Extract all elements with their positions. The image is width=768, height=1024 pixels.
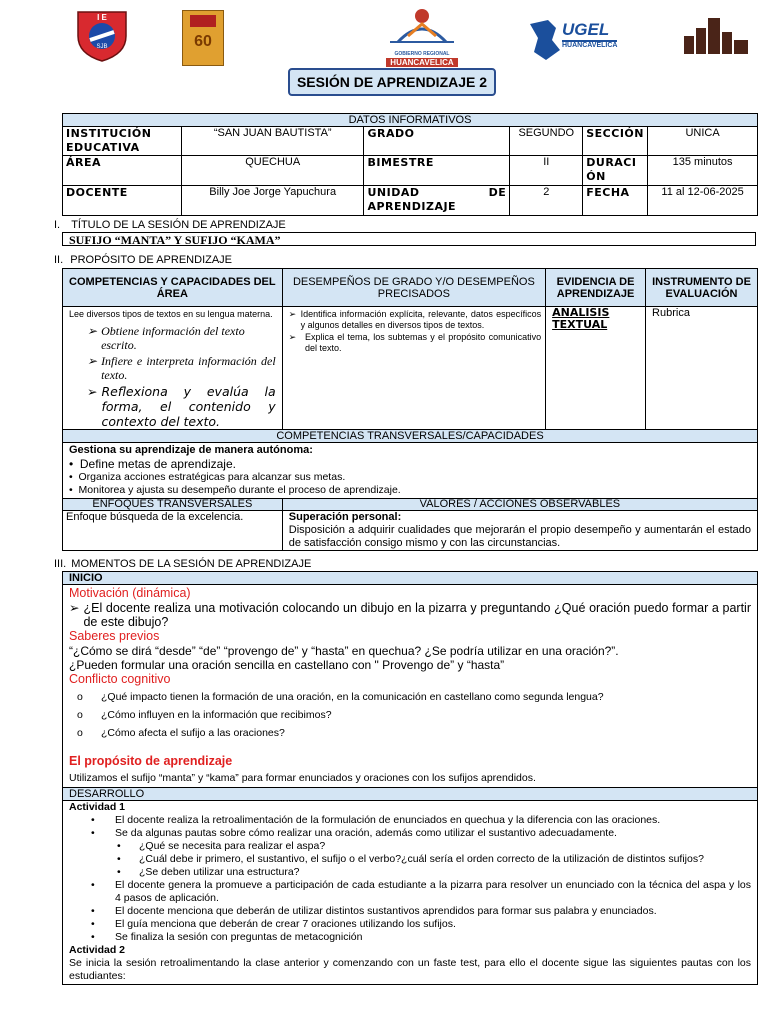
school-shield-logo	[76, 8, 128, 62]
capacidad-3-text: Reflexiona y evalúa la forma, el contenido y contexto del texto.	[101, 384, 276, 429]
desarrollo-item-5-text: El guía menciona que deberán de crear 7 oraciones utilizando los sufijos.	[115, 918, 456, 930]
capacidad-3	[87, 384, 276, 429]
section-2-title: PROPÓSITO DE APRENDIZAJE	[70, 254, 233, 266]
proposito-heading: El propósito de aprendizaje	[69, 754, 233, 768]
desarrollo-item-3-text: El docente genera la promueve a participación de cada estudiante a la pizarra para resolver un enunciado con la técnica del aspa y los 4 pasos de aplicación.	[115, 879, 751, 904]
fecha-label: FECHA	[583, 186, 648, 216]
saberes-heading: Saberes previos	[69, 629, 160, 643]
actividad-2-text: Se inicia la sesión retroalimentando la clase anterior y comenzando con un faste test, para ello el docente sigue las siguientes pautas con los estudiantes:	[69, 957, 751, 982]
proposito-text: Utilizamos el sufijo “manta” y “kama” para formar enunciados y oraciones con los sufijos aprendidos.	[69, 772, 536, 784]
desarrollo-item-1: • El docente realiza la retroalimentación de la formulación de enunciados en quechua y la diferencia con las oraciones.	[91, 814, 661, 826]
conflicto-item-3: o ¿Cómo afecta el sufijo a las oraciones?	[77, 727, 285, 739]
evidencia-value: ANALISIS TEXTUAL	[552, 306, 610, 331]
saberes-text-2: ¿Pueden formular una oración sencilla en castellano con " Provengo de” y “hasta”	[69, 658, 505, 672]
header-logos	[0, 0, 768, 66]
bars-logo-icon	[682, 16, 750, 56]
seccion-label: SECCIÓN	[583, 127, 648, 156]
actividad-2-title: Actividad 2	[69, 944, 126, 956]
area-label: ÁREA	[63, 156, 182, 186]
valores-header: VALORES / ACCIONES OBSERVABLES	[282, 499, 757, 511]
header-instrumento: INSTRUMENTO DE EVALUACIÓN	[646, 269, 758, 307]
gobierno-regional-logo	[378, 6, 466, 66]
inst-label: INSTITUCIÓN EDUCATIVA	[63, 127, 182, 156]
section-3-number: III.	[54, 558, 67, 570]
section-3-heading	[54, 558, 311, 570]
desarrollo-header: DESARROLLO	[63, 787, 757, 801]
shield-text: I E	[97, 13, 107, 22]
valores-text: Disposición a adquirir cualidades que mejorarán el propio desempeño y aumentarán el estado de satisfacción consigo mismo y con las circunstancias.	[288, 524, 751, 549]
session-topic: SUFIJO “MANTA” Y SUFIJO “KAMA”	[62, 232, 756, 246]
desarrollo-item-4: • El docente menciona que deberán de utilizar distintos sustantivos aprendidos para formar sus palabra y enunciados.	[91, 905, 657, 917]
section-2-number: II.	[54, 254, 64, 266]
transversales-header: COMPETENCIAS TRANSVERSALES/CAPACIDADES	[63, 430, 758, 443]
capacidad-2	[87, 354, 276, 382]
desempeno-2	[288, 332, 542, 354]
unidad-label: UNIDAD DE APRENDIZAJE	[364, 186, 510, 216]
duracion-label: DURACIÓN	[583, 156, 648, 186]
section-3-title: MOMENTOS DE LA SESIÓN DE APRENDIZAJE	[71, 558, 312, 570]
desarrollo-item-2: • Se da algunas pautas sobre cómo realizar una oración, además como utilizar el sustantivo adecuadamente.	[91, 827, 617, 839]
section-1-number: I.	[54, 219, 61, 231]
instrumento-value: Rubrica	[646, 307, 758, 430]
motivacion-heading: Motivación (dinámica)	[69, 586, 191, 600]
capacidad-1-text: Obtiene información del texto escrito.	[101, 324, 245, 352]
arrow-bullet-icon: ➢	[87, 324, 98, 338]
conflicto-heading: Conflicto cognitivo	[69, 672, 171, 686]
enfoque-value: Enfoque búsqueda de la excelencia.	[63, 511, 283, 551]
pregunta-item-1-text: ¿Qué se necesita para realizar el aspa?	[139, 840, 326, 852]
desempeno-1	[288, 309, 542, 331]
enfoques-header: ENFOQUES TRANSVERSALES	[63, 499, 283, 511]
desempeno-1-text: Identifica información explícita, relevante, datos específicos y algunos detalles en diversos tipos de textos.	[300, 309, 542, 330]
transversal-item-1-text: Define metas de aprendizaje.	[79, 457, 236, 471]
duracion-value: 135 minutos	[648, 156, 758, 186]
desarrollo-item-1-text: El docente realiza la retroalimentación de la formulación de enunciados en quechua y la diferencia con las oraciones.	[115, 814, 661, 826]
enfoques-table	[62, 498, 758, 551]
grado-value: SEGUNDO	[510, 127, 583, 156]
pregunta-item-2: • ¿Cuál debe ir primero, el sustantivo, el sufijo o el verbo?¿cuál sería el orden correcto de la utilización de distintos sufijos?	[117, 853, 704, 865]
grado-label: GRADO	[364, 127, 510, 156]
conflicto-item-1-text: ¿Qué impacto tienen la formación de una oración, en la comunicación en castellano como segunda lengua?	[101, 691, 604, 703]
anniversary-badge-logo	[182, 10, 224, 66]
unidad-value: 2	[510, 186, 583, 216]
transversal-title: Gestiona su aprendizaje de manera autónoma:	[69, 444, 313, 456]
conflicto-item-2: o ¿Cómo influyen en la información que recibimos?	[77, 709, 332, 721]
ugel-name: UGEL	[562, 20, 610, 39]
ugel-region: HUANCAVELICA	[562, 42, 618, 49]
docente-label: DOCENTE	[63, 186, 182, 216]
saberes-text-1: “¿Cómo se dirá “desde” “de” “provengo de” y “hasta” en quechua? ¿Se podría utilizar en una oración?”.	[69, 644, 619, 658]
datos-informativos-table	[62, 113, 758, 216]
ugel-logo	[526, 16, 628, 62]
bimestre-value: II	[510, 156, 583, 186]
conflicto-item-2-text: ¿Cómo influyen en la información que recibimos?	[101, 709, 332, 721]
competencia-intro: Lee diversos tipos de textos en su lengua materna.	[69, 309, 273, 319]
area-value: QUECHUA	[181, 156, 364, 186]
gobierno-line2: HUANCAVELICA	[386, 58, 458, 67]
motivacion-item	[69, 601, 751, 629]
pregunta-item-3: • ¿Se deben utilizar una estructura?	[117, 866, 300, 878]
arrow-bullet-icon: ➢	[69, 601, 80, 615]
pregunta-item-2-text: ¿Cuál debe ir primero, el sustantivo, el sufijo o el verbo?¿cuál sería el orden correcto de la utilización de distintos sufijos?	[139, 853, 704, 865]
gobierno-line1: GOBIERNO REGIONAL	[394, 51, 450, 57]
desarrollo-item-3: • El docente genera la promueve a participación de cada estudiante a la pizarra para resolver un enunciado con la técnica del aspa y los 4 pasos de aplicación.	[91, 879, 751, 904]
conflicto-item-1: o ¿Qué impacto tienen la formación de una oración, en la comunicación en castellano como segunda lengua?	[77, 691, 604, 703]
anniversary-number: 60	[194, 33, 212, 50]
arrow-bullet-icon: ➢	[288, 332, 297, 342]
transversal-item-2: • Organiza acciones estratégicas para alcanzar sus metas.	[69, 471, 346, 483]
desarrollo-item-2-text: Se da algunas pautas sobre cómo realizar una oración, además como utilizar el sustantivo adecuadamente.	[115, 827, 617, 839]
transversal-item-3: • Monitorea y ajusta su desempeño durante el proceso de aprendizaje.	[69, 484, 401, 496]
arrow-bullet-icon: ➢	[87, 384, 98, 399]
datos-header: DATOS INFORMATIVOS	[63, 114, 758, 127]
desarrollo-item-5: • El guía menciona que deberán de crear 7 oraciones utilizando los sufijos.	[91, 918, 456, 930]
session-title: SESIÓN DE APRENDIZAJE 2	[288, 68, 496, 96]
valores-title: Superación personal:	[288, 511, 402, 523]
capacidad-2-text: Infiere e interpreta información del texto.	[101, 354, 276, 382]
docente-value: Billy Joe Jorge Yapuchura	[181, 186, 364, 216]
section-1-title: TÍTULO DE LA SESIÓN DE APRENDIZAJE	[71, 219, 286, 231]
transversal-item-1: • Define metas de aprendizaje.	[69, 457, 236, 471]
bimestre-label: BIMESTRE	[364, 156, 510, 186]
desempeno-2-text: Explica el tema, los subtemas y el propósito comunicativo del texto.	[304, 332, 542, 353]
desarrollo-item-6: • Se finaliza la sesión con preguntas de metacognición	[91, 931, 363, 943]
capacidad-1	[87, 324, 276, 352]
inicio-header: INICIO	[63, 572, 757, 585]
transversal-item-2-text: Organiza acciones estratégicas para alcanzar sus metas.	[78, 471, 346, 483]
header-evidencia: EVIDENCIA DE APRENDIZAJE	[546, 269, 646, 307]
seccion-value: UNICA	[648, 127, 758, 156]
inst-value: “SAN JUAN BAUTISTA”	[181, 127, 364, 156]
fecha-value: 11 al 12-06-2025	[648, 186, 758, 216]
momentos-box	[62, 571, 758, 985]
header-desempenos: DESEMPEÑOS DE GRADO Y/O DESEMPEÑOS PRECISADOS	[282, 269, 545, 307]
section-1-heading	[54, 219, 286, 231]
header-competencias: COMPETENCIAS Y CAPACIDADES DEL ÁREA	[63, 269, 283, 307]
conflicto-item-3-text: ¿Cómo afecta el sufijo a las oraciones?	[101, 727, 285, 739]
desarrollo-item-6-text: Se finaliza la sesión con preguntas de metacognición	[115, 931, 363, 943]
arrow-bullet-icon: ➢	[87, 354, 98, 368]
desarrollo-item-4-text: El docente menciona que deberán de utilizar distintos sustantivos aprendidos para formar sus palabra y enunciados.	[115, 905, 657, 917]
transversal-item-3-text: Monitorea y ajusta su desempeño durante el proceso de aprendizaje.	[78, 484, 401, 496]
pregunta-item-1: • ¿Qué se necesita para realizar el aspa?	[117, 840, 326, 852]
shield-subtext: SJB	[96, 44, 108, 50]
pregunta-item-3-text: ¿Se deben utilizar una estructura?	[139, 866, 300, 878]
section-2-heading	[54, 254, 232, 266]
proposito-table	[62, 268, 758, 499]
motivacion-text: ¿El docente realiza una motivación colocando un dibujo en la pizarra y preguntando ¿Qué oración puedo formar a partir de este dibujo?	[83, 601, 751, 629]
actividad-1-title: Actividad 1	[69, 801, 126, 813]
arrow-bullet-icon: ➢	[288, 309, 297, 319]
